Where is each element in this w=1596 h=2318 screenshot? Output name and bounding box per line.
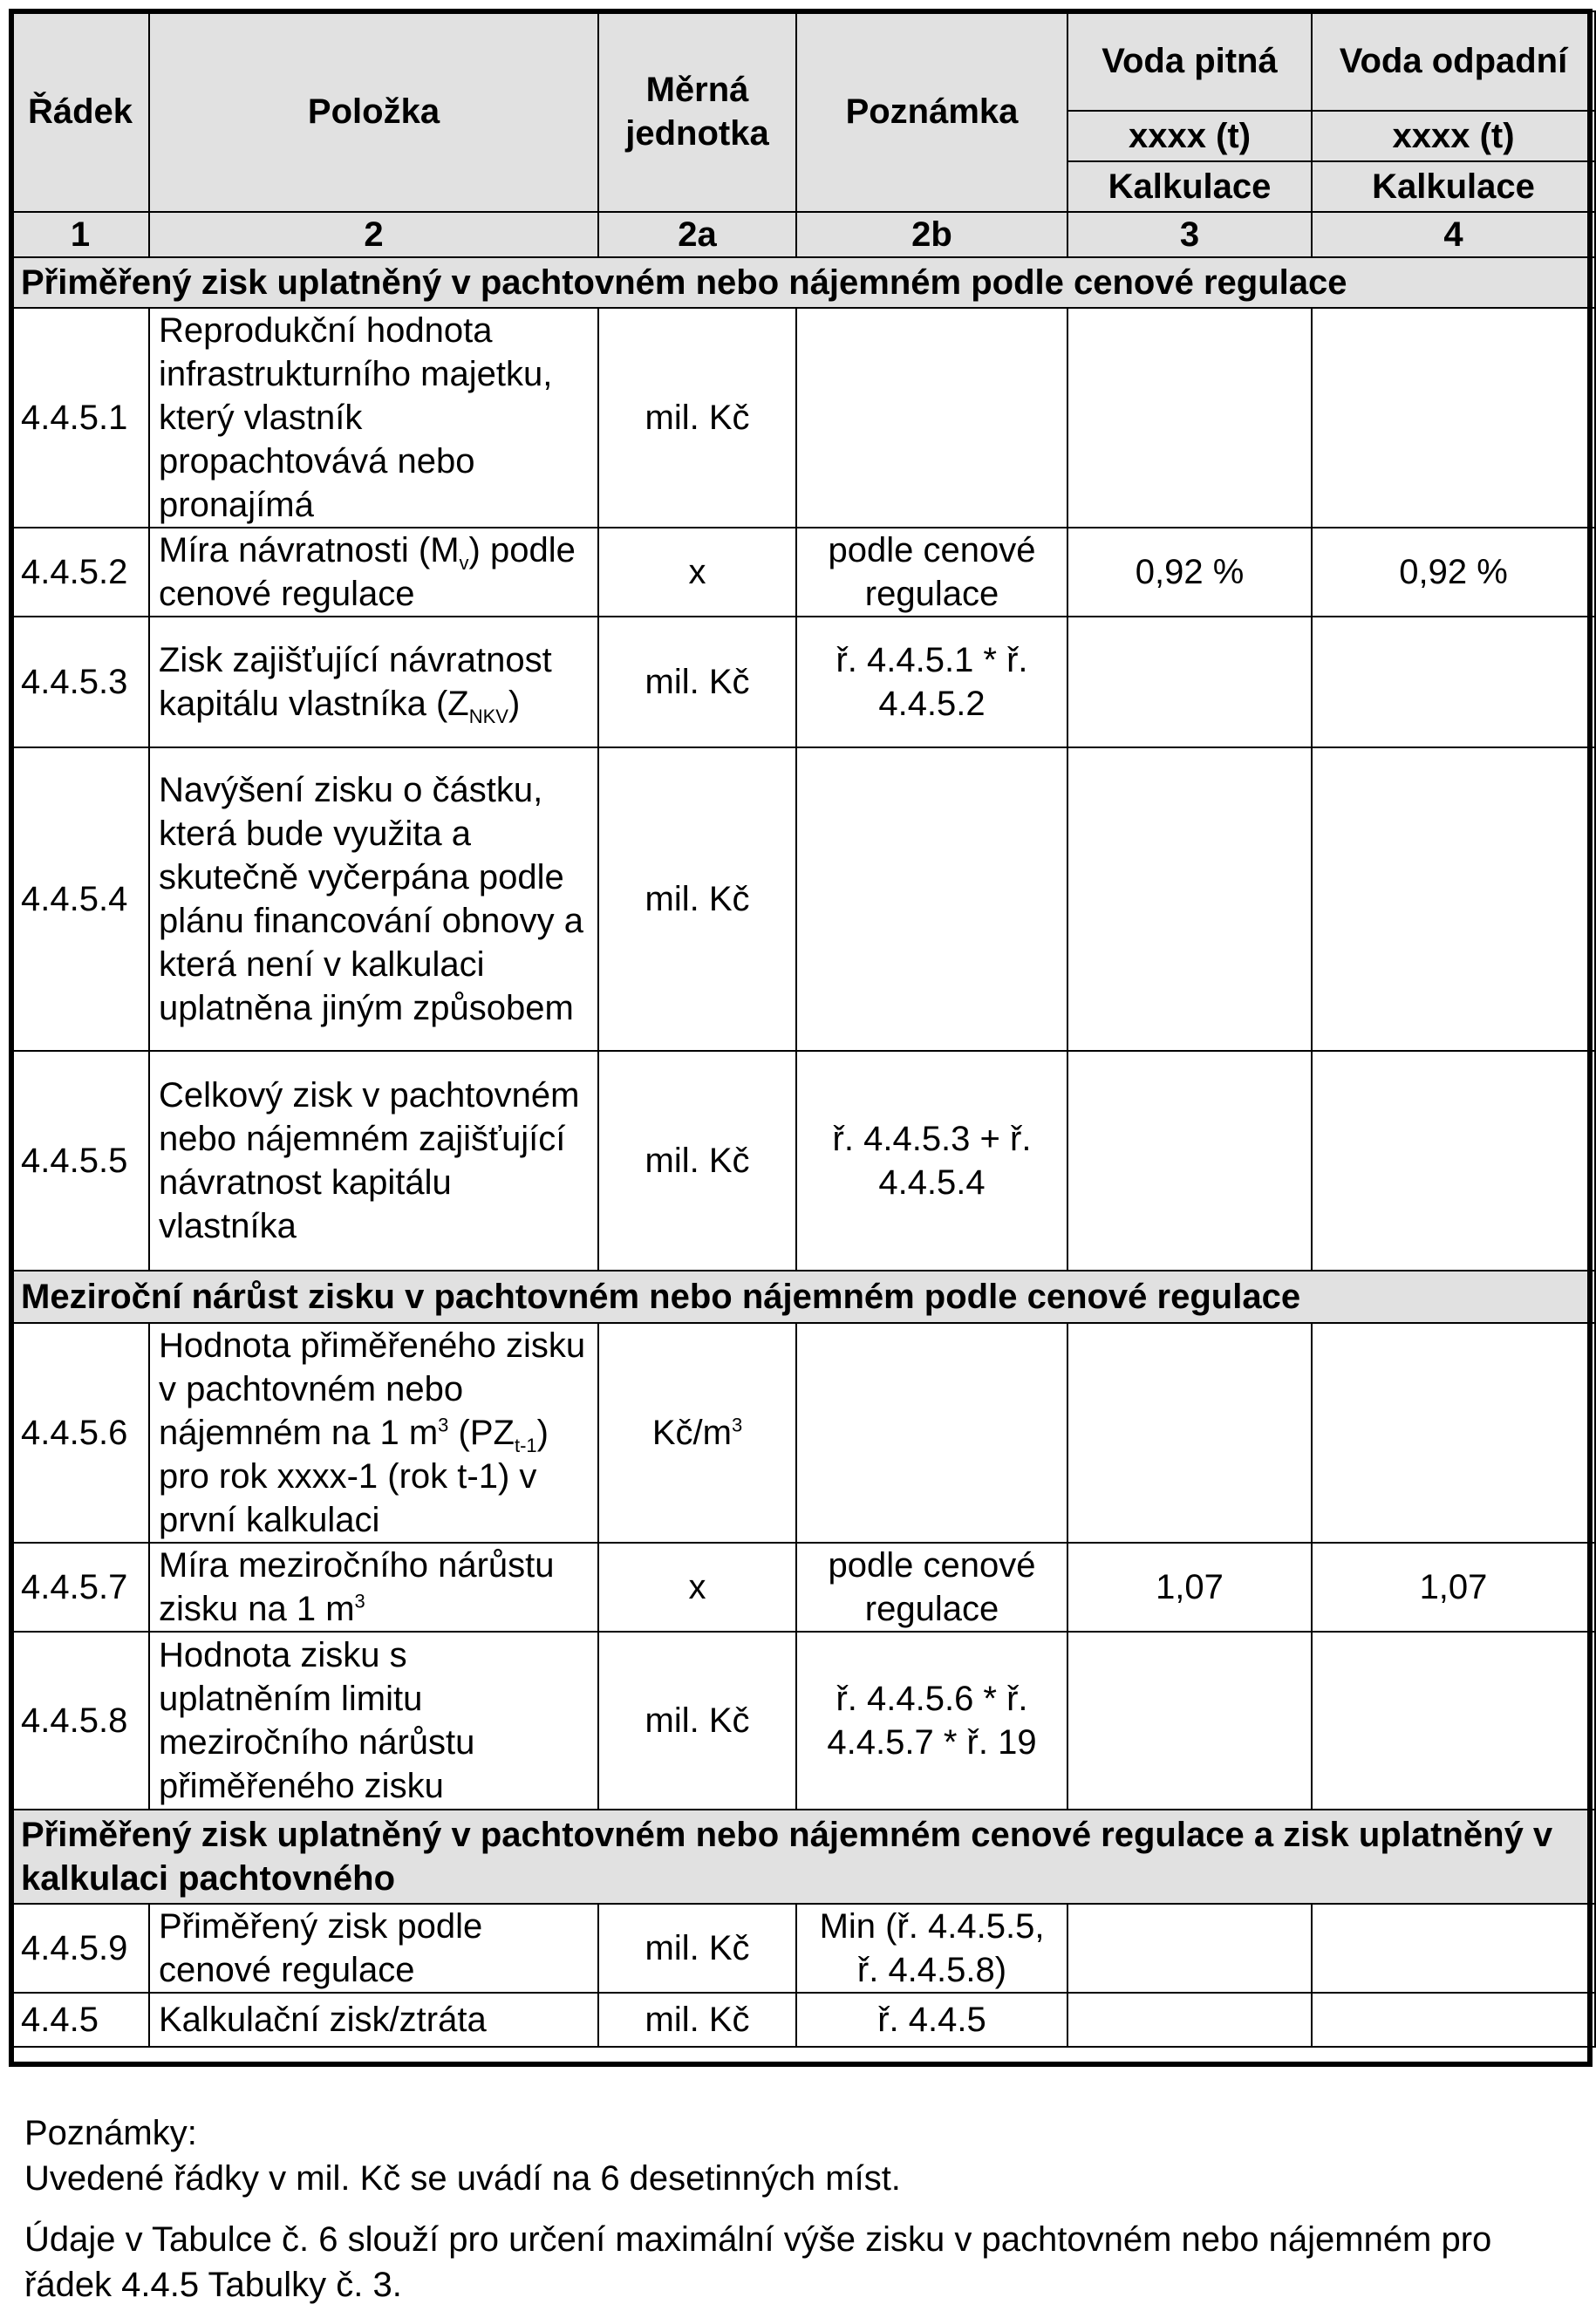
column-number: 3 bbox=[1067, 212, 1312, 257]
row-id: 4.4.5.8 bbox=[11, 1632, 149, 1810]
row-unit: mil. Kč bbox=[598, 747, 796, 1051]
row-value-col3 bbox=[1067, 1632, 1312, 1810]
header-col4-kind: Kalkulace bbox=[1312, 161, 1595, 212]
row-text: Kalkulační zisk/ztráta bbox=[149, 1993, 598, 2047]
row-id: 4.4.5.4 bbox=[11, 747, 149, 1051]
row-text: Hodnota přiměřeného zisku v pachtovném nebo nájemném na 1 $m^3$ $(PZ_{t-1})$ pro rok xxxx-1 (rok t-1) v první kalkulaci bbox=[149, 1323, 598, 1543]
row-value-col3 bbox=[1067, 1051, 1312, 1271]
row-id: 4.4.5.2 bbox=[11, 528, 149, 617]
row-text: Hodnota zisku s uplatněním limitu meziročního nárůstu přiměřeného zisku bbox=[149, 1632, 598, 1810]
column-number: 2 bbox=[149, 212, 598, 257]
header-note: Poznámka bbox=[796, 11, 1067, 212]
table-row bbox=[11, 1993, 1595, 2047]
row-note: Min (ř. 4.4.5.5, ř. 4.4.5.8) bbox=[796, 1904, 1067, 1993]
notes-title: Poznámky: bbox=[24, 2114, 197, 2152]
notes-line-2: Údaje v Tabulce č. 6 slouží pro určení maximální výše zisku v pachtovném nebo nájemném pro řádek 4.4.5 Tabulky č. 3. bbox=[24, 2220, 1492, 2304]
row-value-col4 bbox=[1312, 617, 1595, 747]
column-number: 2b bbox=[796, 212, 1067, 257]
row-value-col3 bbox=[1067, 308, 1312, 528]
row-value-col3 bbox=[1067, 1904, 1312, 1993]
row-value-col3: 1,07 bbox=[1067, 1543, 1312, 1632]
row-value-col3 bbox=[1067, 1993, 1312, 2047]
row-unit: mil. Kč bbox=[598, 1904, 796, 1993]
header-item: Položka bbox=[149, 11, 598, 212]
row-unit: x bbox=[598, 1543, 796, 1632]
row-id: 4.4.5.5 bbox=[11, 1051, 149, 1271]
header-col3-year: xxxx (t) bbox=[1067, 111, 1312, 161]
row-text: Míra návratnosti $(M_v)$ podle cenové regulace bbox=[149, 528, 598, 617]
table-row bbox=[11, 617, 1595, 747]
row-text: Přiměřený zisk podle cenové regulace bbox=[149, 1904, 598, 1993]
row-text: Míra meziročního nárůstu zisku na 1 $m^3$ bbox=[149, 1543, 598, 1632]
notes-block bbox=[24, 2110, 1586, 2308]
row-unit: mil. Kč bbox=[598, 308, 796, 528]
row-unit: mil. Kč bbox=[598, 617, 796, 747]
header-col4-title: Voda odpadní bbox=[1312, 11, 1595, 111]
table-row bbox=[11, 528, 1595, 617]
row-note: podle cenové regulace bbox=[796, 1543, 1067, 1632]
row-note: ř. 4.4.5.3 + ř. 4.4.5.4 bbox=[796, 1051, 1067, 1271]
column-number: 2a bbox=[598, 212, 796, 257]
notes-line-1: Uvedené řádky v mil. Kč se uvádí na 6 desetinných míst. bbox=[24, 2159, 901, 2198]
row-id: 4.4.5.6 bbox=[11, 1323, 149, 1543]
row-value-col4 bbox=[1312, 308, 1595, 528]
row-value-col4 bbox=[1312, 1632, 1595, 1810]
row-value-col3: 0,92 % bbox=[1067, 528, 1312, 617]
section-heading: Přiměřený zisk uplatněný v pachtovném nebo nájemném podle cenové regulace bbox=[11, 257, 1595, 308]
header-col3-kind: Kalkulace bbox=[1067, 161, 1312, 212]
row-value-col4: 1,07 bbox=[1312, 1543, 1595, 1632]
row-note bbox=[796, 747, 1067, 1051]
profit-table bbox=[10, 10, 1596, 2048]
row-note bbox=[796, 308, 1067, 528]
table-row bbox=[11, 747, 1595, 1051]
header-col4-year: xxxx (t) bbox=[1312, 111, 1595, 161]
row-text: Reprodukční hodnota infrastrukturního majetku, který vlastník propachtovává nebo pronajímá bbox=[149, 308, 598, 528]
section-heading: Přiměřený zisk uplatněný v pachtovném nebo nájemném cenové regulace a zisk uplatněný v kalkulaci pachtovného bbox=[11, 1810, 1595, 1904]
row-value-col3 bbox=[1067, 1323, 1312, 1543]
table-row bbox=[11, 1632, 1595, 1810]
row-text: Navýšení zisku o částku, která bude využita a skutečně vyčerpána podle plánu financování obnovy a která není v kalkulaci uplatněna jiným způsobem bbox=[149, 747, 598, 1051]
column-number: 1 bbox=[11, 212, 149, 257]
row-unit: mil. Kč bbox=[598, 1632, 796, 1810]
row-value-col3 bbox=[1067, 747, 1312, 1051]
header-col3-title: Voda pitná bbox=[1067, 11, 1312, 111]
header-unit: Měrná jednotka bbox=[598, 11, 796, 212]
row-value-col4 bbox=[1312, 1993, 1595, 2047]
table-row bbox=[11, 1051, 1595, 1271]
row-note: ř. 4.4.5.1 * ř. 4.4.5.2 bbox=[796, 617, 1067, 747]
table-row bbox=[11, 1323, 1595, 1543]
row-id: 4.4.5.1 bbox=[11, 308, 149, 528]
row-value-col4 bbox=[1312, 747, 1595, 1051]
row-unit: x bbox=[598, 528, 796, 617]
row-note: podle cenové regulace bbox=[796, 528, 1067, 617]
row-value-col4 bbox=[1312, 1051, 1595, 1271]
row-note bbox=[796, 1323, 1067, 1543]
row-id: 4.4.5.9 bbox=[11, 1904, 149, 1993]
section-heading: Meziroční nárůst zisku v pachtovném nebo nájemném podle cenové regulace bbox=[11, 1271, 1595, 1323]
column-number: 4 bbox=[1312, 212, 1595, 257]
table-row bbox=[11, 1543, 1595, 1632]
table-row bbox=[11, 308, 1595, 528]
row-text: Zisk zajišťující návratnost kapitálu vlastníka $(Z_{NKV})$ bbox=[149, 617, 598, 747]
row-unit: mil. Kč bbox=[598, 1051, 796, 1271]
row-unit: $Kč/m^3$ bbox=[598, 1323, 796, 1543]
row-id: 4.4.5 bbox=[11, 1993, 149, 2047]
row-unit: mil. Kč bbox=[598, 1993, 796, 2047]
row-value-col3 bbox=[1067, 617, 1312, 747]
header-row: Řádek bbox=[11, 11, 149, 212]
row-id: 4.4.5.7 bbox=[11, 1543, 149, 1632]
row-value-col4: 0,92 % bbox=[1312, 528, 1595, 617]
row-note: ř. 4.4.5 bbox=[796, 1993, 1067, 2047]
row-value-col4 bbox=[1312, 1323, 1595, 1543]
row-note: ř. 4.4.5.6 * ř. 4.4.5.7 * ř. 19 bbox=[796, 1632, 1067, 1810]
table-row bbox=[11, 1904, 1595, 1993]
row-id: 4.4.5.3 bbox=[11, 617, 149, 747]
row-value-col4 bbox=[1312, 1904, 1595, 1993]
row-text: Celkový zisk v pachtovném nebo nájemném zajišťující návratnost kapitálu vlastníka bbox=[149, 1051, 598, 1271]
